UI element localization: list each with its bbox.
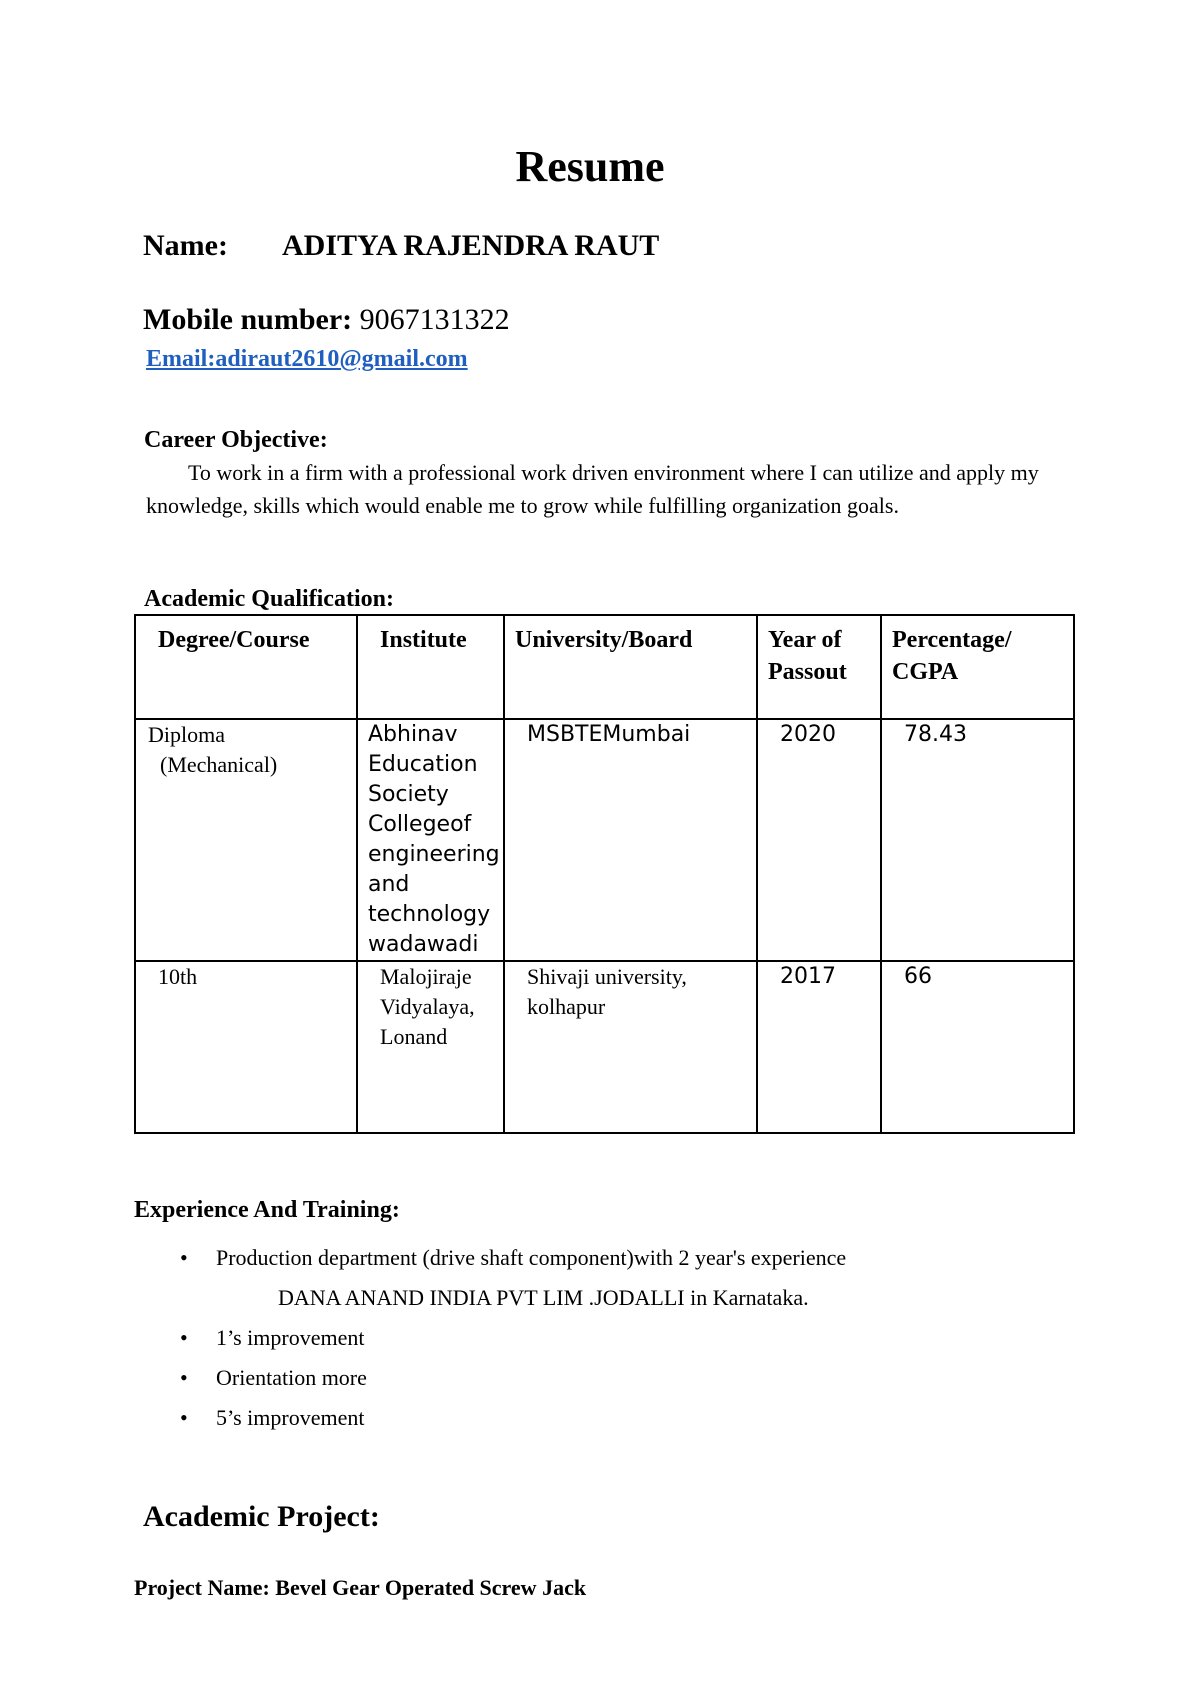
- experience-item-text: 1’s improvement: [216, 1325, 365, 1350]
- header-year: Year of Passout: [757, 615, 881, 719]
- academic-project-heading: Academic Project:: [143, 1500, 380, 1533]
- cell-university: MSBTEMumbai: [504, 719, 757, 961]
- cell-institute: [357, 719, 504, 961]
- cell-year: 2020: [757, 719, 881, 961]
- career-objective-heading: Career Objective:: [144, 427, 328, 453]
- bullet-icon: •: [180, 1405, 188, 1430]
- institute-line: Abhinav: [368, 722, 458, 747]
- header-university: University/Board: [504, 615, 757, 719]
- institute-line: wadawadi: [368, 932, 479, 957]
- degree-line: Diploma: [148, 722, 225, 747]
- experience-item-text: 5’s improvement: [216, 1405, 365, 1430]
- list-item: [0, 1364, 1100, 1392]
- mobile-label: Mobile number:: [143, 303, 353, 336]
- academic-qualification-heading: Academic Qualification:: [144, 586, 394, 612]
- academic-table: [134, 614, 1075, 1134]
- table-header-row: [135, 615, 1074, 719]
- project-name: Project Name: Bevel Gear Operated Screw Jack: [134, 1575, 587, 1600]
- institute-line: engineering: [368, 842, 500, 867]
- header-institute: Institute: [357, 615, 504, 719]
- cell-percentage: 66: [881, 961, 1074, 1133]
- name-value: ADITYA RAJENDRA RAUT: [282, 229, 660, 262]
- email-link[interactable]: Email:adiraut2610@gmail.com: [146, 346, 468, 372]
- list-item: [0, 1404, 1100, 1432]
- experience-item-sub: DANA ANAND INDIA PVT LIM .JODALLI in Karnataka.: [278, 1285, 809, 1310]
- cell-year: 2017: [757, 961, 881, 1133]
- institute-line: Society: [368, 782, 449, 807]
- mobile-value: 9067131322: [352, 303, 510, 336]
- institute-line: Lonand: [380, 1024, 448, 1049]
- career-objective-text: To work in a firm with a professional work driven environment where I can utilize and apply my knowledge, skills which would enable me to grow while fulfilling organization goals.: [146, 460, 1039, 518]
- cell-degree: 10th: [135, 961, 357, 1133]
- institute-line: Collegeof: [368, 812, 472, 837]
- university-line: Shivaji university,: [527, 964, 687, 989]
- institute-line: technology: [368, 902, 491, 927]
- experience-list: [0, 1244, 1100, 1444]
- cell-percentage: 78.43: [881, 719, 1074, 961]
- bullet-icon: •: [180, 1365, 188, 1390]
- experience-heading: Experience And Training:: [134, 1197, 400, 1223]
- cell-university: [504, 961, 757, 1133]
- table-row: [135, 719, 1074, 961]
- institute-line: Vidyalaya,: [380, 994, 475, 1019]
- list-item: [0, 1324, 1100, 1352]
- degree-line: (Mechanical): [160, 752, 278, 777]
- name-label: Name:: [143, 229, 228, 262]
- institute-line: and: [368, 872, 410, 897]
- university-line: kolhapur: [527, 994, 606, 1019]
- list-item: [0, 1244, 1100, 1312]
- institute-line: Malojiraje: [380, 964, 472, 989]
- cell-institute: [357, 961, 504, 1133]
- bullet-icon: •: [180, 1245, 188, 1270]
- cell-degree: [135, 719, 357, 961]
- header-degree: Degree/Course: [135, 615, 357, 719]
- table-row: [135, 961, 1074, 1133]
- bullet-icon: •: [180, 1325, 188, 1350]
- mobile-number: [143, 302, 510, 338]
- experience-item-text: Orientation more: [216, 1365, 367, 1390]
- experience-item-text: Production department (drive shaft component)with 2 year's experience: [216, 1245, 847, 1270]
- page-title: Resume: [515, 142, 665, 191]
- institute-line: Education: [368, 752, 478, 777]
- header-percentage: Percentage/ CGPA: [881, 615, 1074, 719]
